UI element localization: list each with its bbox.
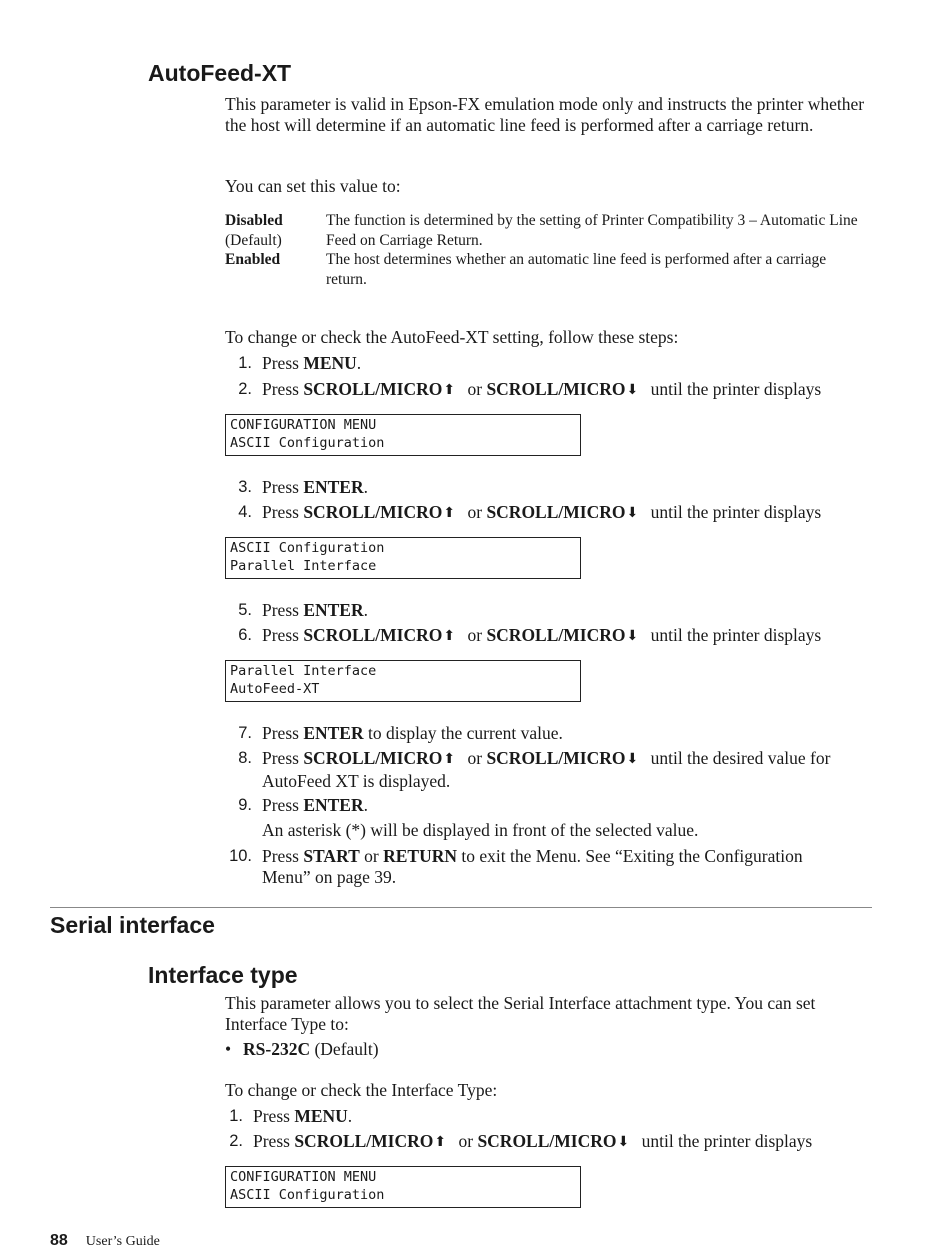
step-number: 4.: [238, 503, 252, 521]
printer-display-1: [225, 414, 581, 456]
key-name: SCROLL/MICRO: [303, 502, 443, 522]
arrow-down-icon: ⬇: [626, 383, 639, 398]
arrow-down-icon: ⬇: [626, 506, 639, 521]
display-line: ASCII Configuration: [230, 1186, 385, 1203]
display-line: AutoFeed-XT: [230, 680, 320, 697]
step-number: 1.: [229, 1107, 243, 1125]
arrow-up-icon: ⬆: [443, 383, 456, 398]
key-name: SCROLL/MICRO: [477, 1131, 617, 1151]
display-line: Parallel Interface: [230, 663, 377, 679]
page-footer: [50, 1232, 160, 1250]
step-number: 3.: [238, 478, 252, 496]
key-name: SCROLL/MICRO: [486, 379, 626, 399]
key-name: SCROLL/MICRO: [486, 502, 626, 522]
arrow-up-icon: ⬆: [434, 1135, 447, 1150]
key-name: SCROLL/MICRO: [303, 625, 443, 645]
arrow-up-icon: ⬆: [443, 506, 456, 521]
step-number: 8.: [238, 749, 252, 767]
step-number: 6.: [238, 626, 252, 644]
key-name: MENU: [303, 353, 357, 373]
step-number: 5.: [238, 601, 252, 619]
arrow-down-icon: ⬇: [617, 1135, 630, 1150]
subsection-heading-interface-type: Interface type: [148, 962, 298, 988]
key-name: MENU: [294, 1106, 348, 1126]
option-row-enabled: [225, 250, 865, 289]
key-name: SCROLL/MICRO: [303, 748, 443, 768]
step-number: 2.: [238, 380, 252, 398]
option-desc: The host determines whether an automatic line feed is performed after a carriage return.: [326, 251, 827, 288]
step-number: 2.: [229, 1132, 243, 1150]
key-name: RETURN: [383, 846, 458, 866]
step-number: 10.: [229, 847, 252, 865]
printer-display-3: [225, 660, 581, 702]
arrow-down-icon: ⬇: [626, 752, 639, 767]
bullet-icon: •: [225, 1039, 232, 1059]
display-line: ASCII Configuration: [230, 434, 385, 451]
arrow-up-icon: ⬆: [443, 752, 456, 767]
autofeed-intro: This parameter is valid in Epson-FX emulation mode only and instructs the printer whether the host will determine if an automatic line feed is performed after a carriage return.: [225, 94, 865, 135]
step-number: 9.: [238, 796, 252, 814]
key-name: SCROLL/MICRO: [294, 1131, 434, 1151]
printer-display-serial: [225, 1166, 581, 1208]
page-number: 88: [50, 1232, 68, 1249]
key-name: SCROLL/MICRO: [486, 625, 626, 645]
display-line: ASCII Configuration: [230, 540, 385, 556]
arrow-down-icon: ⬇: [626, 629, 639, 644]
section-heading-autofeed: AutoFeed-XT: [148, 60, 292, 86]
option-name: Disabled: [225, 212, 283, 229]
key-name: START: [303, 846, 360, 866]
key-name: ENTER: [303, 723, 364, 743]
key-name: ENTER: [303, 600, 364, 620]
option-desc: The function is determined by the setting of Printer Compatibility 3 – Automatic Line Feed on Carriage Return.: [326, 212, 858, 249]
key-name: SCROLL/MICRO: [486, 748, 626, 768]
display-line: Parallel Interface: [230, 557, 377, 574]
document-page: AutoFeed-XT This parameter is valid in Epson-FX emulation mode only and instructs the printer whether the host will determine if an automatic line feed is performed after a carriage return. You can set this value to: Disabled (Default) The function is determined by the setting of Printer Compatibility 3 – Automatic Line Feed on Carriage Return. Enabled The host determines whether an automatic line feed is performed after a carriage return. To change or check the AutoFeed-XT setting, follow these steps: 1. Press MENU. 2. Press SCROLL/MICRO⬆ or SCROLL/MICRO⬇ until the printer displays CONFIGURATION MENU ASCII Configuration 3. Press ENTER. 4. Press SCROLL/MICRO⬆ or SCROLL/MICRO⬇ until the printer displays ASCII Configuration Parallel Interface 5. Press ENTER. 6. Press SCROLL/MICRO⬆ or SCROLL/MICRO⬇ until the printer displays Parallel Interface AutoFeed-XT 7. Press ENTER to display the current value. 8. Press SCROLL/MICRO⬆ or SCROLL/MICRO⬇ until the desired value for AutoFeed XT is displayed. 9. Press ENTER. An asterisk (*) will be displayed in front of the selected value. 10. Press START or RETURN to exit the Menu. See “Exiting the Configuration Menu” on page 39. Serial interface Interface type This parameter allows you to select the Serial Interface attachment type. You can set Interface Type to: • RS-232C (Default) To change or check the Interface Type: 1. Press MENU. 2. Press SCROLL/MICRO⬆ or SCROLL/MICRO⬇ until the printer displays CONFIGURATION MENU ASCII Configuration 88 User’s Guide: [0, 0, 950, 1260]
display-line: CONFIGURATION MENU: [230, 1169, 377, 1185]
key-name: ENTER: [303, 477, 364, 497]
printer-display-2: [225, 537, 581, 579]
option-row-disabled: [225, 211, 865, 250]
display-line: CONFIGURATION MENU: [230, 417, 377, 433]
section-heading-serial: Serial interface: [50, 912, 215, 938]
key-name: ENTER: [303, 795, 364, 815]
bullet-item: • RS-232C (Default): [225, 1039, 379, 1059]
serial-intro: This parameter allows you to select the Serial Interface attachment type. You can set Interface Type to:: [225, 993, 816, 1034]
key-name: SCROLL/MICRO: [303, 379, 443, 399]
footer-title: User’s Guide: [85, 1234, 160, 1249]
options-table: [225, 211, 865, 289]
step-number: 1.: [238, 354, 252, 372]
steps-intro: To change or check the AutoFeed-XT setting, follow these steps:: [225, 327, 679, 347]
option-note: (Default): [225, 231, 282, 249]
option-name: Enabled: [225, 251, 281, 268]
autofeed-set-value: You can set this value to:: [225, 176, 401, 196]
arrow-up-icon: ⬆: [443, 629, 456, 644]
step-number: 7.: [238, 724, 252, 742]
serial-steps-intro: To change or check the Interface Type:: [225, 1080, 498, 1100]
section-divider: [50, 907, 872, 908]
